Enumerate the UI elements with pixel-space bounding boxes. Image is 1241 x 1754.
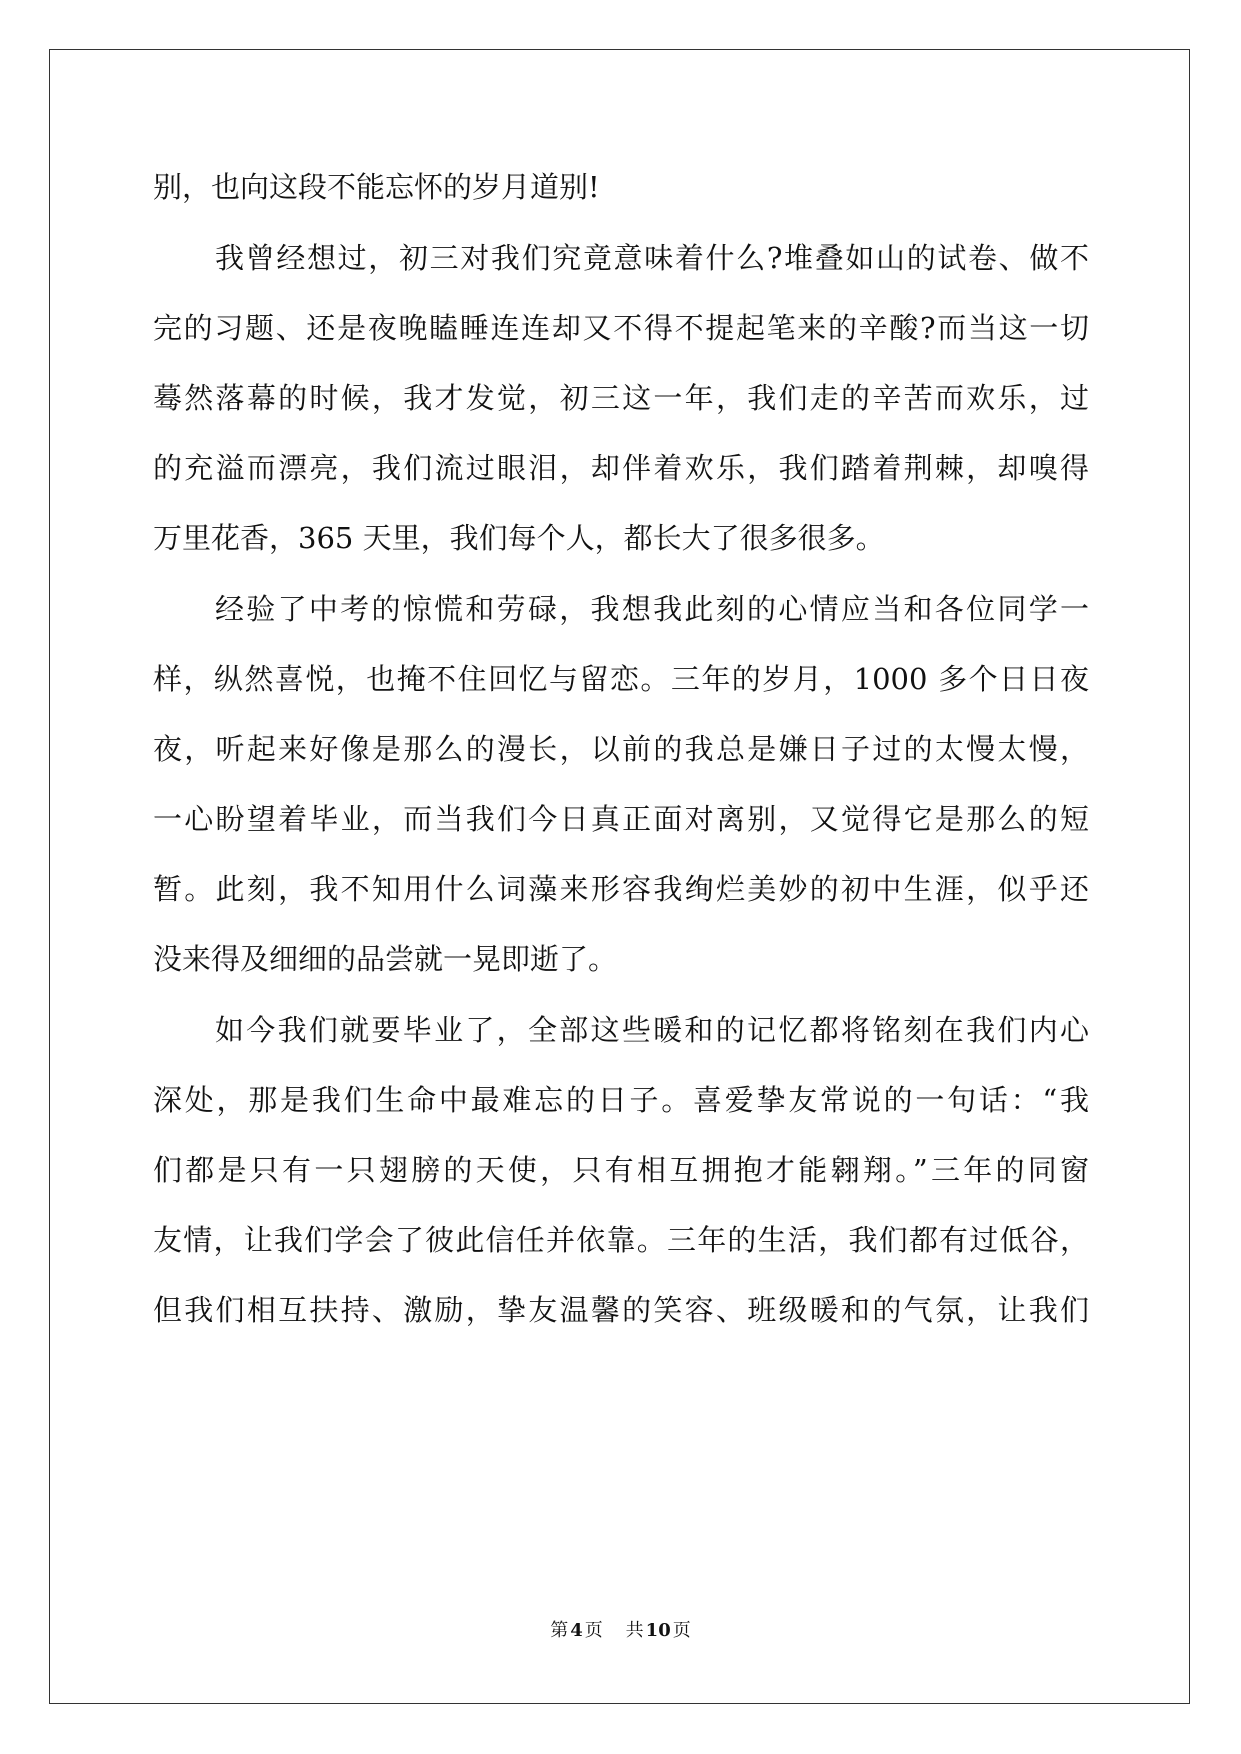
total-pages: 10 <box>645 1620 671 1641</box>
text-line: 的充溢而漂亮，我们流过眼泪，却伴着欢乐，我们踏着荆棘，却嗅得 <box>153 451 1089 485</box>
text-line: 完的习题、还是夜晚瞌睡连连却又不得不提起笔来的辛酸?而当这一切 <box>153 311 1089 345</box>
text-line: 友情，让我们学会了彼此信任并依靠。三年的生活，我们都有过低谷， <box>153 1223 1089 1257</box>
text-line: 如今我们就要毕业了，全部这些暖和的记忆都将铭刻在我们内心 <box>215 1013 1089 1047</box>
total-suffix: 页 <box>672 1620 691 1641</box>
page-footer <box>0 1619 1241 1643</box>
text-line: 们都是只有一只翅膀的天使，只有相互拥抱才能翱翔。”三年的同窗 <box>153 1153 1089 1187</box>
page-prefix: 第 <box>550 1620 569 1641</box>
text-line: 蓦然落幕的时候，我才发觉，初三这一年，我们走的辛苦而欢乐，过 <box>153 381 1089 415</box>
text-line: 一心盼望着毕业，而当我们今日真正面对离别，又觉得它是那么的短 <box>153 802 1089 836</box>
text-line: 没来得及细细的品尝就一晃即逝了。 <box>153 942 618 976</box>
text-line: 暂。此刻，我不知用什么词藻来形容我绚烂美妙的初中生涯，似乎还 <box>153 872 1089 906</box>
text-line: 样，纵然喜悦，也掩不住回忆与留恋。三年的岁月，1000 多个日日夜 <box>153 662 1089 696</box>
text-line: 我曾经想过，初三对我们究竟意味着什么?堆叠如山的试卷、做不 <box>215 241 1089 275</box>
page-suffix: 页 <box>584 1620 603 1641</box>
total-prefix: 共 <box>625 1620 644 1641</box>
text-line: 万里花香，365 天里，我们每个人，都长大了很多很多。 <box>153 521 885 555</box>
page-number: 4 <box>570 1620 583 1641</box>
text-line: 深处，那是我们生命中最难忘的日子。喜爱挚友常说的一句话：“我 <box>153 1083 1089 1117</box>
text-line: 但我们相互扶持、激励，挚友温馨的笑容、班级暖和的气氛，让我们 <box>153 1293 1089 1327</box>
text-line: 别，也向这段不能忘怀的岁月道别! <box>153 170 600 204</box>
text-line: 经验了中考的惊慌和劳碌，我想我此刻的心情应当和各位同学一 <box>215 592 1089 626</box>
text-line: 夜，听起来好像是那么的漫长，以前的我总是嫌日子过的太慢太慢， <box>153 732 1089 766</box>
